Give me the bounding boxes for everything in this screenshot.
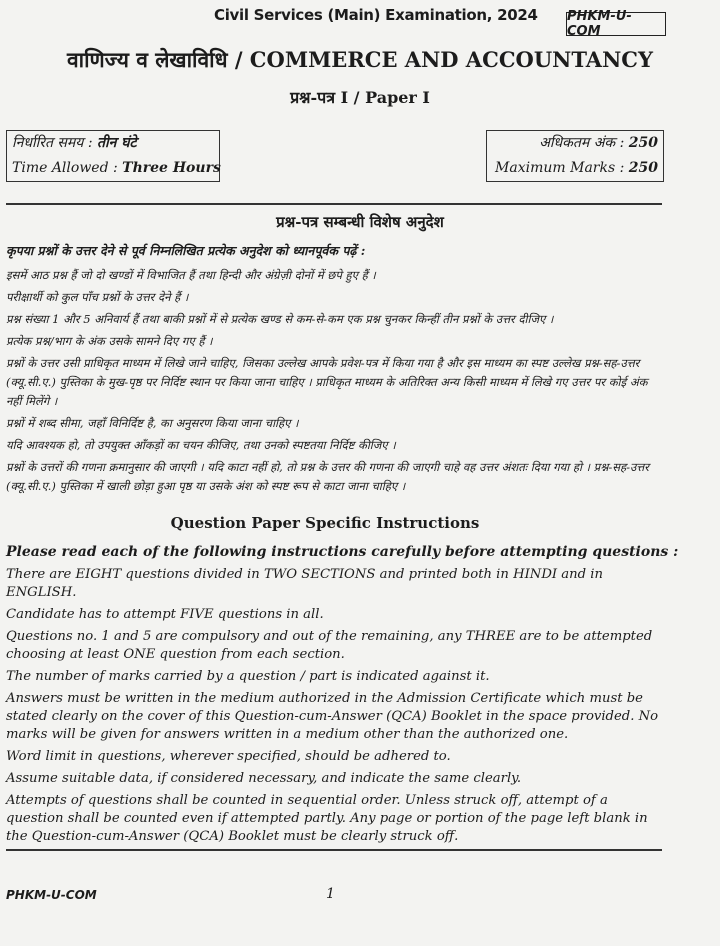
english-instruction: Word limit in questions, wherever specified, should be adhered to. [6,749,451,764]
english-instruction: There are EIGHT questions divided in TWO SECTIONS and printed both in HINDI and in ENGLISH. [6,567,604,600]
hindi-instruction: परीक्षार्थी को कुल पाँच प्रश्नों के उत्तर देने हैं । [6,290,189,304]
english-instruction: Attempts of questions shall be counted in sequential order. Unless struck off, attempt of a question shall be counted even if attempted partly. Any page or portion of the page left blank in the Question-cum-Answer (QCA) Booklet must be clearly struck off. [6,793,648,844]
hindi-instructions-heading: प्रश्न-पत्र सम्बन्धी विशेष अनुदेश [276,213,444,231]
time-english-label: Time Allowed : [12,160,118,176]
exam-title: Civil Services (Main) Examination, 2024 [214,6,538,24]
english-instruction: The number of marks carried by a question / part is indicated against it. [6,669,490,684]
hindi-instruction: प्रश्नों के उत्तर उसी प्राधिकृत माध्यम में लिखे जाने चाहिए, जिसका उल्लेख आपके प्रवेश-पत्र में किया गया है और इस माध्यम का स्पष्ट उल्लेख प्रश्न-सह-उत्तर (क्यू.सी.ए.) पुस्तिका के मुख-पृष्ठ पर निर्दिष्ट स्थान पर किया जाना चाहिए । प्राधिकृत माध्यम के अतिरिक्त अन्य किसी माध्यम में लिखे गए उत्तर पर कोई अंक नहीं मिलेंगे । [6,356,648,408]
paper-code-box: PHKM-U-COM [566,12,666,36]
marks-hindi-value: 250 [628,135,658,151]
time-english-value: Three Hours [122,160,221,176]
paper-title: प्रश्न-पत्र I / Paper I [290,88,430,107]
marks-hindi-label: अधिकतम अंक : [539,135,625,151]
page-number: 1 [326,886,335,902]
english-instruction: Answers must be written in the medium authorized in the Admission Certificate which must be stated clearly on the cover of this Question-cum-Answer (QCA) Booklet in the space provided. No marks will be given for answers written in a medium other than the authorized one. [6,691,659,742]
time-allowed-box [6,130,220,182]
hindi-instruction: प्रश्नों के उत्तरों की गणना क्रमानुसार की जाएगी । यदि काटा नहीं हो, तो प्रश्न के उत्तर की गणना की जाएगी चाहे वह उत्तर अंशतः दिया गया हो । प्रश्न-सह-उत्तर (क्यू.सी.ए.) पुस्तिका में खाली छोड़ा हुआ पृष्ठ या उसके अंश को स्पष्ट रूप से काटा जाना चाहिए । [6,460,649,493]
english-instructions-list [6,566,664,850]
english-instructions-intro: Please read each of the following instructions carefully before attempting questions : [6,544,679,560]
subject-title: वाणिज्य व लेखाविधि / COMMERCE AND ACCOUNTANCY [66,47,654,72]
hindi-instruction: प्रत्येक प्रश्न/भाग के अंक उसके सामने दिए गए हैं । [6,334,213,348]
hindi-instruction: प्रश्न संख्या 1 और 5 अनिवार्य हैं तथा बाकी प्रश्नों में से प्रत्येक खण्ड से कम-से-कम एक प्रश्न चुनकर किन्हीं तीन प्रश्नों के उत्तर दीजिए । [6,312,554,326]
english-instruction: Questions no. 1 and 5 are compulsory and out of the remaining, any THREE are to be attempted choosing at least ONE question from each section. [6,629,653,662]
english-instruction: Assume suitable data, if considered necessary, and indicate the same clearly. [6,771,522,786]
divider-top [6,203,662,205]
marks-english [487,156,663,181]
time-hindi-value: तीन घंटे [97,135,137,151]
hindi-instructions-list [6,266,666,499]
time-hindi [7,131,219,156]
marks-english-value: 250 [628,160,658,176]
english-instructions-heading: Question Paper Specific Instructions [170,514,480,532]
marks-english-label: Maximum Marks : [495,160,625,176]
time-english [7,156,219,181]
maximum-marks-box [486,130,664,182]
time-hindi-label: निर्धारित समय : [12,135,93,151]
hindi-instruction: इसमें आठ प्रश्न हैं जो दो खण्डों में विभाजित हैं तथा हिन्दी और अंग्रेज़ी दोनों में छपे हुए हैं । [6,268,376,282]
english-instruction: Candidate has to attempt FIVE questions in all. [6,607,324,622]
hindi-instruction: यदि आवश्यक हो, तो उपयुक्त आँकड़ों का चयन कीजिए, तथा उनको स्पष्टतया निर्दिष्ट कीजिए । [6,438,396,452]
hindi-instruction: प्रश्नों में शब्द सीमा, जहाँ विनिर्दिष्ट है, का अनुसरण किया जाना चाहिए । [6,416,299,430]
marks-hindi [487,131,663,156]
footer-paper-code: PHKM-U-COM [6,888,97,902]
divider-bottom [6,849,662,851]
hindi-instructions-intro: कृपया प्रश्नों के उत्तर देने से पूर्व निम्नलिखित प्रत्येक अनुदेश को ध्यानपूर्वक पढ़ें : [6,243,366,258]
